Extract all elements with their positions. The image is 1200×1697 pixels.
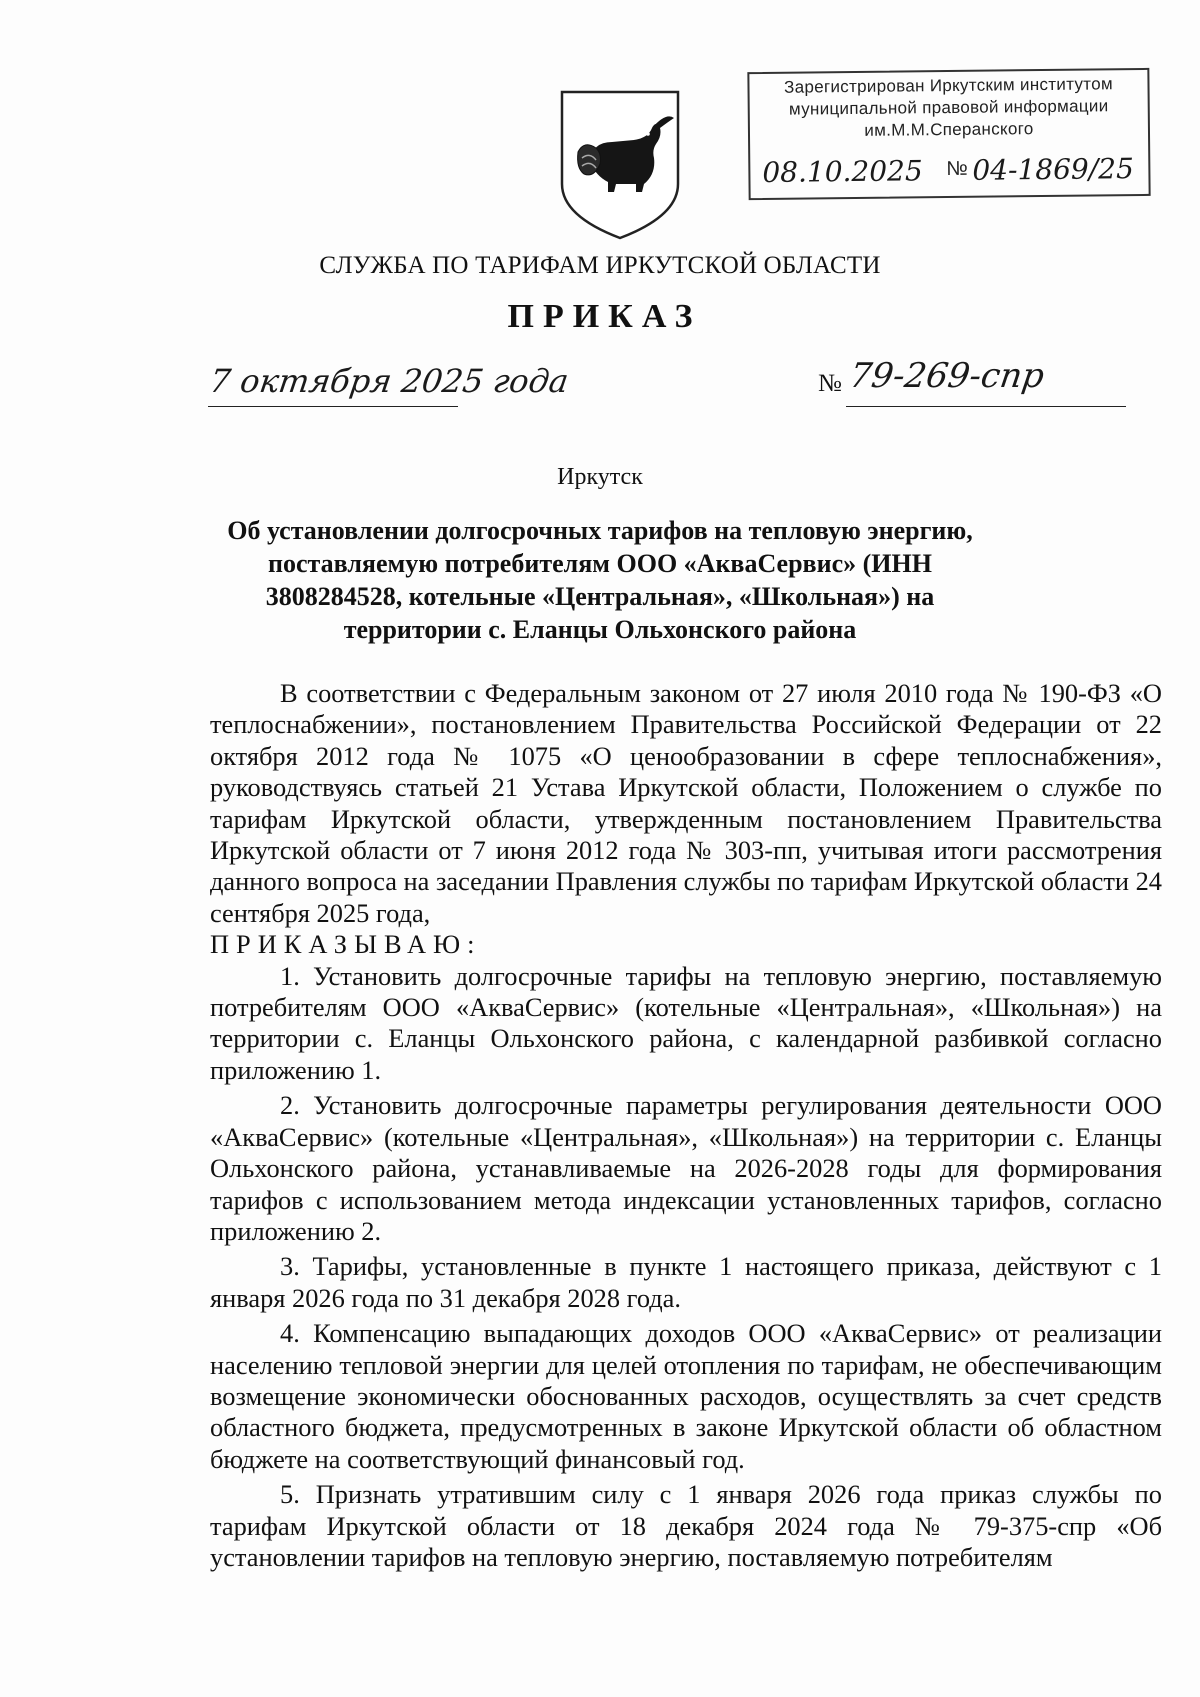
- stamp-line-3: им.М.М.Сперанского: [864, 119, 1034, 140]
- order-number-label: №: [818, 370, 842, 397]
- prikazyvayu-line: ПРИКАЗЫВАЮ:: [210, 929, 482, 960]
- order-heading: Об установлении долгосрочных тарифов на тепловую энергию, поставляемую потребителям ООО «АкваСервис» (ИНН 3808284528, котельные «Центральная», «Школьная») на территории с. Еланцы Ольхонского района: [227, 516, 973, 644]
- stamp-line-2: муниципальной правовой информации: [788, 96, 1109, 119]
- item-2-paragraph: 2. Установить долгосрочные параметры регулирования деятельности ООО «АкваСервис» (котельные «Центральная», «Школьная») на территории с. Еланцы Ольхонского района, устанавливаемые на 2026-2028 годы для формирования тарифов с использованием метода индексации установленных тарифов, согласно приложению 2.: [210, 1090, 1162, 1246]
- agency-name: СЛУЖБА ПО ТАРИФАМ ИРКУТСКОЙ ОБЛАСТИ: [319, 252, 881, 279]
- irkutsk-coat-of-arms-icon: [556, 88, 684, 240]
- number-underline: [846, 406, 1126, 407]
- stamp-number-handwritten: 04-1869/25: [972, 152, 1134, 187]
- registration-stamp: [747, 68, 1150, 200]
- stamp-number-label: №: [946, 157, 968, 181]
- date-underline: [208, 406, 458, 407]
- document-title: ПРИКАЗ: [507, 298, 702, 335]
- item-4-paragraph: 4. Компенсацию выпадающих доходов ООО «АкваСервис» от реализации населению тепловой энергии для целей отопления по тарифам, не обеспечивающим возмещение экономически обоснованных расходов, осуществлять за счет средств областного бюджета, предусмотренных в законе Иркутской области об областном бюджете на соответствующий финансовый год.: [210, 1318, 1162, 1474]
- order-number-handwritten: 79-269-спр: [847, 356, 1047, 396]
- item-5-paragraph: 5. Признать утратившим силу с 1 января 2026 года приказ службы по тарифам Иркутской области от 18 декабря 2024 года № 79-375-спр «Об установлении тарифов на тепловую энергию, поставляемую потребителям: [210, 1479, 1162, 1572]
- city-name: Иркутск: [557, 464, 643, 490]
- item-3-paragraph: 3. Тарифы, установленные в пункте 1 настоящего приказа, действуют с 1 января 2026 года по 31 декабря 2028 года.: [210, 1251, 1162, 1313]
- stamp-date-handwritten: 08.10.2025: [762, 154, 923, 189]
- item-1-paragraph: 1. Установить долгосрочные тарифы на тепловую энергию, поставляемую потребителям ООО «АкваСервис» (котельные «Центральная», «Школьная») на территории с. Еланцы Ольхонского района, с календарной разбивкой согласно приложению 1.: [210, 960, 1162, 1085]
- order-body: [210, 678, 1162, 1577]
- preamble-paragraph: В соответствии с Федеральным законом от 27 июля 2010 года № 190-ФЗ «О теплоснабжении», постановлением Правительства Российской Федерации от 22 октября 2012 года № 1075 «О ценообразовании в сфере теплоснабжения», руководствуясь статьей 21 Устава Иркутской области, Положением о службе по тарифам Иркутской области, утвержденным постановлением Правительства Иркутской области от 7 июня 2012 года № 303-пп, учитывая итоги рассмотрения данного вопроса на заседании Правления службы по тарифам Иркутской области 24 сентября 2025 года,: [210, 678, 1162, 928]
- stamp-line-1: Зарегистрирован Иркутским институтом: [783, 74, 1113, 97]
- order-date-handwritten: 7 октября 2025 года: [207, 362, 571, 400]
